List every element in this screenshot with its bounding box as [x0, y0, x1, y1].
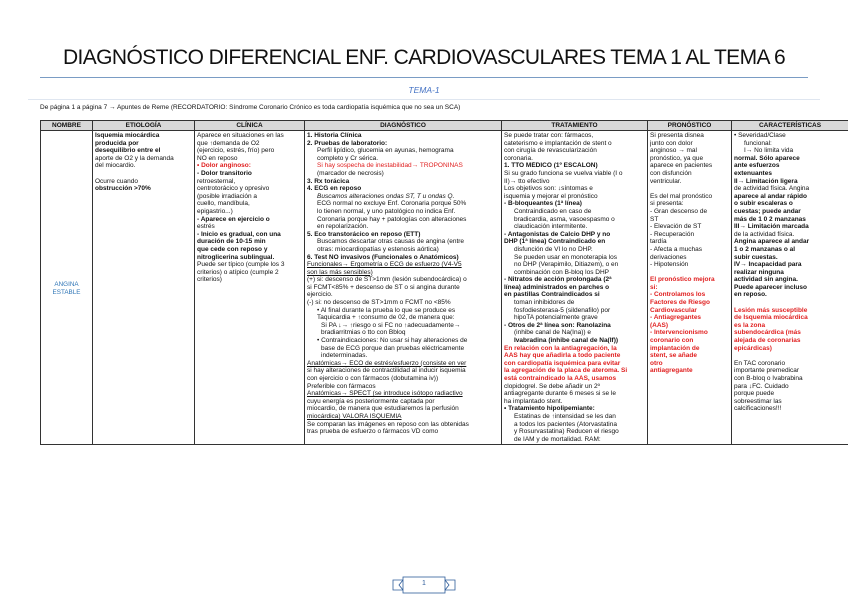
tratamiento-line: - Nitratos de acción prolongada (2ª [504, 276, 612, 284]
etiologia-line [95, 170, 192, 178]
caracteristicas-line: porque puede [734, 390, 775, 398]
etiologia-line: desequilibrio entre el [95, 147, 161, 155]
diagnostico-line: Se comparan las imágenes en reposo con las obtenidas [307, 420, 469, 428]
tratamiento-line: de IAM y de mortalidad. RAM: [514, 435, 601, 443]
etiologia-line: producida por [95, 139, 139, 147]
header-clinica: CLÍNICA [195, 121, 305, 131]
tratamiento-line: claudicación intermitente. [514, 223, 588, 231]
tratamiento-line: Estatinas de ↑intensidad se les dan [514, 412, 616, 420]
clinica-line: retroesternal, [197, 177, 236, 185]
caracteristicas-line: IV→ Incapacidad para [734, 261, 802, 269]
pronostico-line: ventricular. [650, 177, 682, 185]
caracteristicas-line: cuestas; puede andar [734, 207, 801, 215]
cell-etiologia [93, 131, 195, 445]
caracteristicas-line: I→ No limita vida [744, 147, 794, 155]
diagnostico-line: Coronaria porque hay + patologías con alteraciones [317, 215, 467, 223]
header-tratamiento: TRATAMIENTO [502, 121, 648, 131]
etiologia-line: Ocurre cuando [95, 177, 138, 185]
tratamiento-line: a todos los pacientes (Atorvastatina [514, 420, 617, 428]
clinica-line: nitroglicerina sublingual. [197, 253, 275, 261]
pronostico-line: si: [650, 283, 658, 291]
tratamiento-line: DHP (1ª línea) Contraindicado en [504, 238, 606, 246]
tratamiento-line: Se puede tratar con: fármacos, [504, 132, 594, 139]
tratamiento-line: bradicardia, asma, vasoespasmo o [514, 215, 615, 223]
tratamiento-line: Se pueden usar en monoterapia los [514, 253, 617, 261]
cell-nombre [41, 131, 93, 445]
caracteristicas-line: en reposo. [734, 291, 767, 299]
clinica-line: cuello, mandíbula, [197, 200, 250, 208]
disease-name-line: ESTABLE [52, 288, 81, 296]
caracteristicas-line: alejada de coronarias [734, 337, 801, 345]
pronostico-line: antiagregante [650, 367, 693, 375]
tratamiento-line: combinación con B-bloq los DHP [514, 268, 610, 276]
diagnostico-line: completo y Cr sérica. [317, 154, 379, 162]
diagnostico-line: Perfil lipídico, glucemia en ayunas, hemograma [317, 147, 454, 155]
cell-diagnostico [305, 131, 502, 445]
tratamiento-line: coronaria. [504, 154, 533, 162]
etiologia-line: obstrucción >70% [95, 185, 151, 193]
diagnostico-line: 2. Pruebas de laboratorio: [307, 139, 388, 147]
tratamiento-line: la agregación de la placa de ateroma. Si [504, 367, 628, 375]
diagnostico-line: 4. ECG en reposo [307, 185, 362, 193]
pronostico-line: otro [650, 359, 663, 367]
pronostico-line: - Hipotensión [650, 261, 689, 269]
clinica-line: - Aparece en ejercicio o [197, 215, 270, 223]
caracteristicas-line: o subir escaleras o [734, 200, 793, 208]
caracteristicas-line: actividad sin angina. [734, 276, 798, 284]
tratamiento-line: está contraindicado la AAS, usamos [504, 375, 617, 382]
tratamiento-line: - Antagonistas de Calcio DHP y no [504, 230, 611, 238]
clinica-line: (ejercicio, estrés, frío) pero [197, 147, 275, 155]
pronostico-line: - Elevación de ST [650, 223, 702, 231]
diagnostico-line: si hay alteraciones de contractilidad al inducir isquemia [307, 367, 466, 375]
diagnostico-line: Buscamos descartar otras causas de angina (entre [317, 238, 465, 246]
cell-clinica [195, 131, 305, 445]
caracteristicas-line [734, 299, 846, 307]
tratamiento-line: En relación con la antiagregación, la [504, 344, 617, 352]
tratamiento-line: AAS hay que añadirla a todo paciente [504, 352, 621, 360]
disease-name-line: ANGINA [54, 281, 79, 288]
intro-text: De página 1 a página 7 → Apuntes de Reme (RECORDATORIO: Síndrome Coronario Crónico es toda cardiopatía isquémica que no sea un SCA) [40, 104, 461, 111]
clinica-line: - Dolor transitorio [197, 169, 252, 177]
diagnostico-line: • Contraindicaciones: No usar si hay alteraciones de [317, 337, 468, 345]
caracteristicas-line: epicárdicas) [734, 344, 772, 352]
tratamiento-line: • Tratamiento hipolipemiante: [504, 405, 595, 413]
diagnostico-line: ECG normal no excluye Enf. Coronaria porque 50% [317, 200, 467, 208]
pronostico-line: - Afecta a muchas [650, 245, 703, 253]
caracteristicas-line: para ↓FC. Cuidado [734, 382, 789, 390]
clinica-line: criterios) [197, 276, 222, 284]
tratamiento-line: isquemia y mejorar el pronóstico [504, 192, 598, 200]
header-caracteristicas: CARACTERÍSTICAS [732, 121, 848, 131]
tratamiento-line: en pastillas Contraindicados si [504, 291, 600, 299]
diagnostico-line: miocardio, de manera que estudiaremos la perfusión [307, 405, 459, 413]
pronostico-line: implantación de [650, 344, 700, 352]
pronostico-line: stent, se añade [650, 352, 697, 360]
caracteristicas-line: funcional: [744, 139, 772, 147]
diagnostico-line: miocárdica) VALORA ISQUEMIA [307, 412, 402, 420]
pronostico-line: coronario con [650, 337, 694, 345]
tratamiento-line: Si su grado funciona se vuelva viable (I o [504, 169, 623, 177]
diagnostico-line: otras: miocardiopatías y estenosis aórtica) [317, 245, 439, 253]
etiologia-line: Isquemia miocárdica [95, 132, 160, 139]
table-header-row [41, 121, 848, 131]
header-diagnostico: DIAGNÓSTICO [305, 121, 502, 131]
caracteristicas-line: de Isquemia miocárdica [734, 314, 808, 322]
caracteristicas-line: calcificaciones!!! [734, 405, 782, 413]
diagnostico-line: • Al final durante la prueba lo que se produce es [317, 306, 456, 314]
tratamiento-line: línea) administrados en parches o [504, 283, 610, 291]
diagnostico-line: lo tienen normal, y uno patológico no indica Enf. [317, 207, 456, 215]
diagnostico-line: bradiarritmias o tto con Bbloq [321, 329, 406, 337]
caracteristicas-line: En TAC coronario [734, 359, 786, 367]
pronostico-line: si presenta: [650, 200, 684, 208]
tratamiento-line: hipoTA potencialmente grave [514, 314, 598, 322]
caracteristicas-line: de la actividad física. [734, 230, 795, 238]
caracteristicas-line: aparece al andar rápido [734, 192, 807, 200]
diagnostico-line: (-) si: no descenso de ST>1mm o FCMT no <85% [307, 299, 451, 307]
caracteristicas-line: más de 1 0 2 manzanas [734, 215, 806, 223]
caracteristicas-line: realizar ninguna [734, 268, 784, 276]
pronostico-line: pronóstico, ya que [650, 154, 704, 162]
caracteristicas-line: II→ Limitación ligera [734, 177, 798, 185]
pronostico-line: - Gran descenso de [650, 207, 708, 215]
caracteristicas-line: con B-bloq o Ivabrabina [734, 375, 803, 382]
pronostico-line [650, 269, 729, 277]
tratamiento-line: fosfodiesterasa-5 (sildenafilo) por [514, 306, 611, 314]
diagnostico-line: Funcionales→ Ergometría o ECG de esfuerzo (V4-V5 [307, 261, 462, 269]
diagnostico-line: indeterminadas. [321, 352, 368, 360]
header-nombre: NOMBRE [41, 121, 93, 131]
pronostico-line [650, 185, 729, 193]
caracteristicas-line: 1 o 2 manzanas o al [734, 245, 796, 253]
tratamiento-line: II)→ tto efectivo [504, 177, 550, 185]
page-number-box [391, 576, 457, 594]
clinica-line: epigastrio...) [197, 207, 233, 215]
header-etiologia: ETIOLOGÍA [93, 121, 195, 131]
diagnostico-line: 3. Rx torácica [307, 177, 350, 185]
cell-tratamiento [502, 131, 648, 445]
caracteristicas-line: de actividad física. Angina [734, 185, 810, 193]
title-rule [40, 77, 808, 78]
tratamiento-line: - B-bloqueantes (1ª línea) [504, 200, 582, 208]
caracteristicas-line: III→ Limitación marcada [734, 223, 809, 231]
clinica-line: estrés [197, 223, 215, 231]
tratamiento-line: cateterismo e implantación de stent o [504, 139, 612, 147]
caracteristicas-line: extenuantes [734, 169, 772, 177]
pronostico-line: derivaciones [650, 253, 687, 261]
pronostico-line: ST [650, 215, 659, 223]
caracteristicas-line: sobreestimar las [734, 397, 782, 405]
pronostico-line: - Antiagregantes [650, 314, 702, 322]
tratamiento-line: Ivabradina (inhibe canal de Na(If)) [514, 337, 619, 345]
clinica-line: NO en reposo [197, 154, 238, 162]
caracteristicas-line: normal. Sólo aparece [734, 154, 800, 162]
caracteristicas-line: Puede aparecer incluso [734, 283, 807, 291]
etiologia-line: aporte de O2 y la demanda [95, 154, 174, 162]
caracteristicas-line: ante esfuerzos [734, 162, 780, 170]
clinica-line: criterios) o atípico (cumple 2 [197, 268, 279, 276]
tratamiento-line: Los objetivos son: ↓síntomas e [504, 185, 593, 193]
clinica-line: duración de 10-15 min [197, 238, 266, 246]
cell-caracteristicas [732, 131, 848, 445]
subtitle-rule [28, 99, 820, 100]
tratamiento-line: y Rosurvastatina) Reducen el riesgo [514, 428, 619, 436]
tratamiento-line: con cirugía de revascularización [504, 147, 597, 155]
table-row [41, 131, 848, 445]
clinica-line: • Dolor anginoso: [197, 162, 251, 170]
clinica-line: (posible irradiación a [197, 192, 257, 200]
tratamiento-line: no DHP (Verapimilo, Ditiazem), o en [514, 261, 619, 269]
clinica-line: Puede ser típico (cumple los 3 [197, 261, 285, 269]
caracteristicas-line: Lesión más susceptible [734, 306, 808, 314]
diagnostico-line: Buscamos alteraciones ondas ST, T u ondas Q. [317, 192, 455, 200]
diagnosis-table [40, 120, 848, 445]
diagnostico-line: tras prueba de esfuerzo o fármacos VD como [307, 428, 439, 436]
clinica-line: centrotorácico y opresivo [197, 185, 270, 193]
tratamiento-line: 1. TTO MÉDICO (1º ESCALÓN) [504, 162, 598, 170]
caracteristicas-line: subendocárdica (más [734, 329, 801, 337]
diagnostico-line: cuyu energía es posteriormente captada por [307, 397, 435, 405]
diagnostico-line: Taquicardia + ↑consumo de 02, de manera que: [317, 314, 455, 322]
clinica-line: que ↑demanda de O2 [197, 139, 260, 147]
pronostico-line: - Controlamos los [650, 291, 706, 299]
tratamiento-line: con cardiopatía isquémica para evitar [504, 359, 621, 367]
pronostico-line: - Intervencionismo [650, 329, 708, 337]
tratamiento-line: Contraindicado en caso de [514, 207, 592, 215]
document-title: DIAGNÓSTICO DIFERENCIAL ENF. CARDIOVASCULARES TEMA 1 AL TEMA 6 [62, 46, 786, 69]
tratamiento-line: (inhibe canal de Na(Ina)) e [514, 329, 591, 337]
pronostico-line: - Recuperación [650, 230, 695, 238]
pronostico-line: aparece en pacientes [650, 162, 713, 170]
tratamiento-line: - Otros de 2ª línea son: Ranolazina [504, 321, 611, 329]
diagnostico-line: Si hay sospecha de inestabilidad→ TROPONINAS [317, 162, 463, 170]
caracteristicas-line: importante premedicar [734, 367, 800, 375]
clinica-line: que cede con reposo y [197, 245, 268, 253]
pronostico-line: (AAS) [650, 321, 669, 329]
diagnostico-line: base de ECG porque dan pruebas eléctricamente [321, 344, 465, 352]
etiologia-line: del miocardio. [95, 162, 136, 170]
diagnostico-line: Preferible con fármacos [307, 382, 376, 390]
tratamiento-line: disfunción de VI lo no DHP. [514, 245, 593, 253]
caracteristicas-line: subir cuestas. [734, 253, 778, 261]
diagnostico-line: ejercicio. [307, 291, 333, 299]
diagnostico-line: son las más sensibles) [307, 268, 373, 276]
tratamiento-line: toman inhibidores de [514, 299, 575, 307]
diagnostico-line: Anatómicas→ ECO de estrés/esfuerzo (consiste en ver [307, 359, 467, 367]
clinica-line: Aparece en situaciones en las [197, 132, 284, 139]
pronostico-line: tardía [650, 238, 667, 246]
diagnostico-line: 5. Eco transtorácico en reposo (ETT) [307, 230, 421, 238]
diagnostico-line: Anatómicas→ SPECT (se introduce isótopo radiactivo [307, 390, 463, 398]
pronostico-line: Si presenta disnea [650, 132, 704, 139]
diagnostico-line: con ejercicio o con fármacos (dobutamina iv)) [307, 375, 439, 382]
diagnostico-line: Si PA ↓→ ↑riesgo o si FC no ↑adecuadamente→ [321, 321, 461, 329]
diagnostico-line: (marcador de necrosis) [317, 169, 384, 177]
pronostico-line: Cardiovascular [650, 306, 697, 314]
pronostico-line: con disfunción [650, 169, 692, 177]
cell-pronostico [648, 131, 732, 445]
pronostico-line: Es del mal pronóstico [650, 192, 713, 200]
tratamiento-line: antiagregante durante 6 meses si se le [504, 390, 617, 398]
caracteristicas-line: es la zona [734, 321, 766, 329]
tratamiento-line: clopidogrel. Se debe añadir un 2º [504, 382, 600, 390]
diagnostico-line: 1. Historia Clínica [307, 132, 362, 139]
tratamiento-line: ha implantado stent. [504, 397, 563, 405]
diagnostico-line: 6. Test NO invasivos (Funcionales o Anatómicos) [307, 253, 459, 261]
diagnostico-line: (+) si: descenso de ST>1mm (lesión subendocárdica) o [307, 276, 467, 284]
pronostico-line: junto con dolor [650, 139, 693, 147]
pronostico-line: El pronóstico mejora [650, 276, 715, 284]
caracteristicas-line: Angina aparece al andar [734, 238, 810, 246]
diagnostico-line: si FCMT<85% + descenso de ST o si angina durante [307, 283, 460, 291]
section-subtitle: TEMA-1 [408, 85, 440, 95]
header-pronostico: PRONÓSTICO [648, 121, 732, 131]
clinica-line: - Inicio es gradual, con una [197, 230, 281, 238]
caracteristicas-line [734, 352, 846, 360]
page-number: 1 [422, 580, 426, 587]
pronostico-line: anginoso → mal [650, 147, 697, 155]
pronostico-line: Factores de Riesgo [650, 299, 710, 307]
caracteristicas-line: • Severidad/Clase [734, 132, 786, 139]
diagnostico-line: en repolarización. [317, 223, 369, 231]
